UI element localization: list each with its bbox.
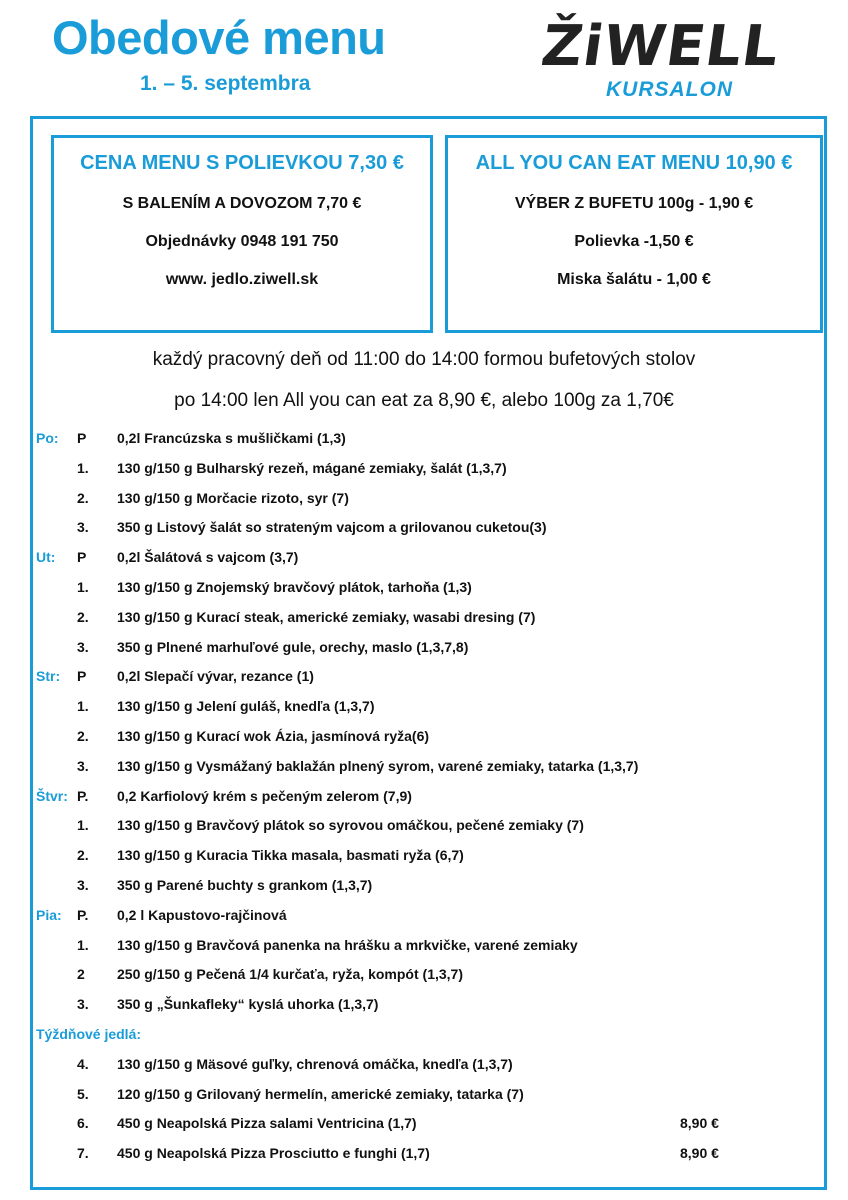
left-box-phone: Objednávky 0948 191 750: [145, 233, 339, 250]
menu-row: [36, 992, 826, 1022]
menu-row: [36, 962, 826, 992]
item-number: 6.: [77, 1115, 89, 1132]
item-number: 3.: [77, 996, 89, 1013]
item-number: 2.: [77, 727, 89, 744]
item-text: 350 g Parené buchty s grankom (1,3,7): [117, 876, 373, 893]
menu-row: [36, 456, 826, 486]
item-text: 130 g/150 g Bravčová panenka na hrášku a mrkvičke, varené zemiaky: [117, 936, 578, 953]
item-number: 3.: [77, 638, 89, 655]
item-text: 130 g/150 g Bravčový plátok so syrovou omáčkou, pečené zemiaky (7): [117, 817, 584, 834]
menu-row: [36, 724, 826, 754]
weekly-heading: Týždňové jedlá:: [36, 1025, 142, 1042]
menu-row: [36, 515, 826, 545]
right-box-title: ALL YOU CAN EAT MENU 10,90 €: [475, 152, 793, 174]
item-number: 2: [77, 966, 85, 983]
right-box-line3: Miska šalátu - 1,00 €: [557, 271, 711, 288]
day-label: Pia:: [36, 906, 62, 923]
item-text: 130 g/150 g Znojemský bravčový plátok, tarhoňa (1,3): [117, 578, 472, 595]
item-text: 130 g/150 g Kurací wok Ázia, jasmínová ryža(6): [117, 727, 430, 744]
info-line-2: po 14:00 len All you can eat za 8,90 €, alebo 100g za 1,70€: [174, 390, 674, 411]
day-label: Ut:: [36, 549, 56, 566]
item-text: 120 g/150 g Grilovaný hermelín, americké zemiaky, tatarka (7): [117, 1085, 524, 1102]
item-number: P.: [77, 906, 89, 923]
item-text: 130 g/150 g Mäsové guľky, chrenová omáčka, knedľa (1,3,7): [117, 1055, 513, 1072]
item-text: 0,2l Francúzska s mušličkami (1,3): [117, 430, 346, 446]
item-number: 1.: [77, 817, 89, 834]
day-label: Štvr:: [36, 787, 68, 804]
menu-row: [36, 903, 826, 933]
item-number: 3.: [77, 757, 89, 774]
item-number: P.: [77, 787, 89, 804]
item-text: 450 g Neapolská Pizza Prosciutto e funghi (1,7): [117, 1145, 430, 1162]
menu-row: [36, 694, 826, 724]
item-number: 1.: [77, 459, 89, 476]
item-number: 2.: [77, 489, 89, 506]
left-box-website: www. jedlo.ziwell.sk: [165, 271, 319, 288]
item-text: 0,2 l Kapustovo-rajčinová: [117, 906, 287, 923]
menu-dates: 1. – 5. septembra: [140, 72, 311, 95]
right-box-line1: VÝBER Z BUFETU 100g - 1,90 €: [514, 195, 754, 212]
item-text: 0,2 Karfiolový krém s pečeným zelerom (7,9): [117, 787, 412, 804]
item-text: 0,2l Slepačí vývar, rezance (1): [117, 668, 314, 685]
menu-row: [36, 575, 826, 605]
right-box-line2: Polievka -1,50 €: [574, 233, 694, 250]
item-price: 8,90 €: [680, 1115, 719, 1132]
menu-row: [36, 664, 826, 694]
menu-row: [36, 784, 826, 814]
logo-main-text: ŽiWELL: [537, 14, 784, 79]
menu-list: [36, 426, 826, 1171]
item-text: 250 g/150 g Pečená 1/4 kurčaťa, ryža, kompót (1,3,7): [117, 966, 463, 983]
item-text: 0,2l Šalátová s vajcom (3,7): [117, 549, 299, 566]
weekly-row: [36, 1111, 826, 1141]
menu-row: [36, 754, 826, 784]
item-number: P: [77, 668, 87, 685]
menu-row: [36, 813, 826, 843]
item-text: 350 g „Šunkafleky“ kyslá uhorka (1,3,7): [117, 996, 379, 1013]
menu-title: Obedové menu: [52, 11, 386, 64]
item-number: 5.: [77, 1085, 89, 1102]
item-number: P: [77, 549, 87, 566]
menu-row: [36, 843, 826, 873]
menu-row: [36, 933, 826, 963]
menu-row: [36, 426, 826, 456]
day-label: Po:: [36, 430, 59, 446]
day-label: Str:: [36, 668, 61, 685]
item-number: 4.: [77, 1055, 89, 1072]
menu-row: [36, 545, 826, 575]
item-text: 130 g/150 g Kurací steak, americké zemiaky, wasabi dresing (7): [117, 608, 536, 625]
item-number: 2.: [77, 847, 89, 864]
item-price: 8,90 €: [680, 1145, 719, 1162]
item-text: 350 g Plnené marhuľové gule, orechy, maslo (1,3,7,8): [117, 638, 469, 655]
weekly-heading-row: [36, 1022, 826, 1052]
weekly-row: [36, 1082, 826, 1112]
item-number: 1.: [77, 578, 89, 595]
price-box-right: [445, 135, 823, 333]
item-number: 1.: [77, 936, 89, 953]
item-number: P: [77, 430, 87, 446]
item-text: 130 g/150 g Bulharský rezeň, mágané zemiaky, šalát (1,3,7): [117, 459, 507, 476]
price-box-left: [51, 135, 433, 333]
item-number: 2.: [77, 608, 89, 625]
item-text: 130 g/150 g Kuracia Tikka masala, basmati ryža (6,7): [117, 847, 464, 864]
logo-sub-text: KURSALON: [606, 78, 733, 101]
weekly-row: [36, 1141, 826, 1171]
weekly-row: [36, 1052, 826, 1082]
left-box-title: CENA MENU S POLIEVKOU 7,30 €: [80, 152, 404, 174]
item-text: 450 g Neapolská Pizza salami Ventricina (1,7): [117, 1115, 417, 1132]
info-line-1: každý pracovný deň od 11:00 do 14:00 formou bufetových stolov: [152, 349, 696, 370]
item-number: 3.: [77, 876, 89, 893]
logo: [537, 4, 820, 108]
item-text: 130 g/150 g Morčacie rizoto, syr (7): [117, 489, 349, 506]
left-box-line1: S BALENÍM A DOVOZOM 7,70 €: [122, 195, 362, 212]
item-text: 130 g/150 g Vysmážaný baklažán plnený syrom, varené zemiaky, tatarka (1,3,7): [117, 757, 639, 774]
menu-row: [36, 486, 826, 516]
item-text: 350 g Listový šalát so strateným vajcom a grilovanou cuketou(3): [117, 519, 547, 536]
item-number: 7.: [77, 1145, 89, 1162]
menu-row: [36, 635, 826, 665]
menu-row: [36, 873, 826, 903]
item-number: 3.: [77, 519, 89, 536]
item-text: 130 g/150 g Jelení guláš, knedľa (1,3,7): [117, 698, 375, 715]
menu-row: [36, 605, 826, 635]
item-number: 1.: [77, 698, 89, 715]
